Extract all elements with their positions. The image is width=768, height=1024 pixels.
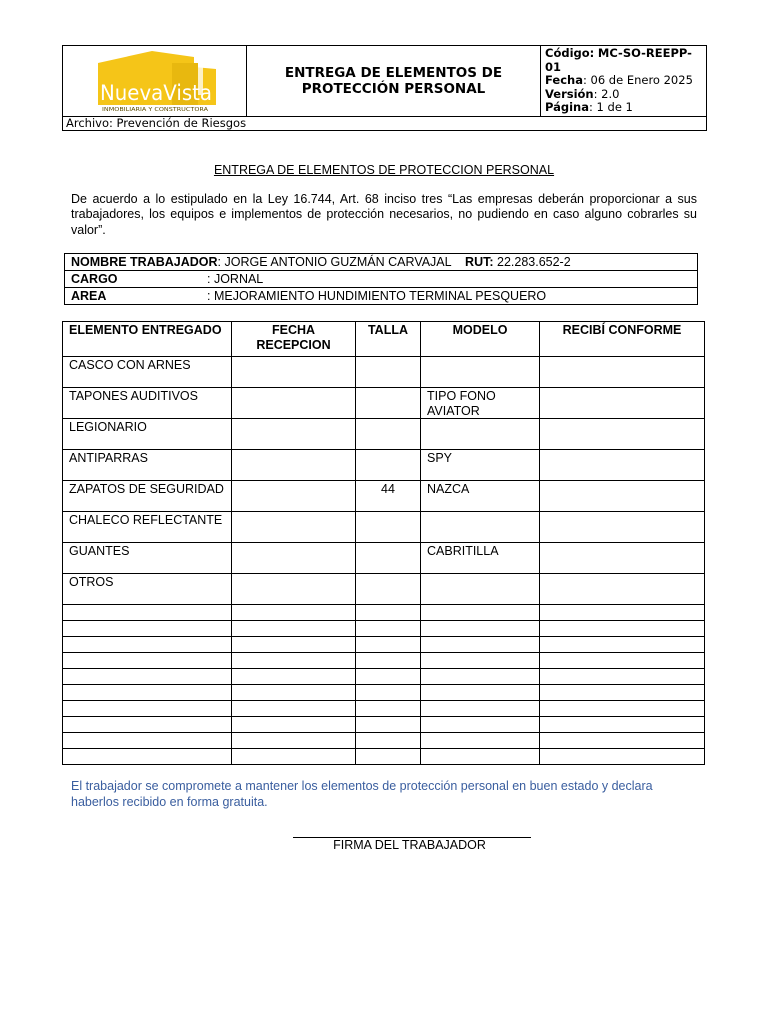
blank-cell-recibi [540, 637, 705, 653]
document-title: ENTREGA DE ELEMENTOS DE PROTECCION PERSONAL [213, 163, 555, 177]
item-cell-fecha [232, 543, 356, 574]
area-label: AREA [71, 289, 107, 303]
blank-cell-fecha [232, 733, 356, 749]
item-cell-elemento: GUANTES [63, 543, 232, 574]
version-value: : 2.0 [593, 86, 620, 101]
blank-cell-recibi [540, 621, 705, 637]
blank-cell-fecha [232, 717, 356, 733]
blank-cell-elemento [63, 621, 232, 637]
blank-row [63, 685, 705, 701]
item-cell-talla: 44 [356, 481, 421, 512]
codigo-value: MC-SO-REEPP-01 [545, 46, 692, 74]
item-cell-modelo [421, 512, 540, 543]
commitment-note: El trabajador se compromete a mantener los elementos de protección personal en buen estado y declara haberlos recibido en forma gratuita. [71, 779, 653, 809]
item-cell-recibi [540, 450, 705, 481]
item-cell-modelo: SPY [421, 450, 540, 481]
item-cell-elemento: OTROS [63, 574, 232, 605]
codigo-label: Código: [545, 46, 595, 60]
item-row [63, 481, 705, 512]
item-cell-fecha [232, 512, 356, 543]
blank-cell-modelo [421, 621, 540, 637]
blank-cell-modelo [421, 733, 540, 749]
cargo-label: CARGO [71, 272, 118, 286]
item-row [63, 388, 705, 419]
item-cell-talla [356, 574, 421, 605]
item-cell-modelo [421, 357, 540, 388]
blank-cell-modelo [421, 669, 540, 685]
blank-cell-modelo [421, 685, 540, 701]
item-cell-recibi [540, 543, 705, 574]
blank-cell-fecha [232, 653, 356, 669]
blank-cell-elemento [63, 605, 232, 621]
pagina-value: : 1 de 1 [589, 100, 633, 114]
item-cell-modelo: NAZCA [421, 481, 540, 512]
items-header-row [63, 322, 705, 357]
blank-row [63, 717, 705, 733]
item-cell-talla [356, 388, 421, 419]
document-header [62, 45, 707, 131]
item-cell-fecha [232, 574, 356, 605]
blank-cell-talla [356, 621, 421, 637]
signature-label: FIRMA DEL TRABAJADOR [333, 838, 486, 852]
blank-cell-fecha [232, 605, 356, 621]
form-title: ENTREGA DE ELEMENTOS DE PROTECCIÓN PERSONAL [247, 46, 541, 117]
item-cell-talla [356, 543, 421, 574]
blank-cell-talla [356, 733, 421, 749]
blank-row [63, 637, 705, 653]
blank-row [63, 733, 705, 749]
item-row [63, 574, 705, 605]
blank-cell-recibi [540, 669, 705, 685]
blank-cell-talla [356, 685, 421, 701]
item-cell-elemento: ZAPATOS DE SEGURIDAD [63, 481, 232, 512]
worker-name-row [65, 254, 698, 271]
item-cell-talla [356, 512, 421, 543]
blank-row [63, 669, 705, 685]
rut-label: RUT: [465, 255, 494, 269]
ppe-items-table [62, 321, 705, 765]
blank-cell-fecha [232, 669, 356, 685]
header-recibi: RECIBÍ CONFORME [540, 322, 705, 357]
item-cell-elemento: ANTIPARRAS [63, 450, 232, 481]
worker-name-label: NOMBRE TRABAJADOR [71, 255, 218, 269]
fecha-value: : 06 de Enero 2025 [582, 73, 693, 87]
item-cell-recibi [540, 512, 705, 543]
blank-cell-recibi [540, 701, 705, 717]
blank-cell-modelo [421, 701, 540, 717]
item-cell-elemento: LEGIONARIO [63, 419, 232, 450]
header-fecha: FECHA RECEPCION [232, 322, 356, 357]
blank-cell-elemento [63, 749, 232, 765]
blank-cell-modelo [421, 653, 540, 669]
item-cell-recibi [540, 481, 705, 512]
cargo-value: : JORNAL [207, 272, 264, 286]
blank-cell-talla [356, 637, 421, 653]
blank-row [63, 701, 705, 717]
item-cell-elemento: CASCO CON ARNES [63, 357, 232, 388]
blank-row [63, 605, 705, 621]
worker-cargo-row [65, 271, 698, 288]
header-modelo: MODELO [421, 322, 540, 357]
blank-row [63, 653, 705, 669]
blank-cell-talla [356, 653, 421, 669]
blank-cell-elemento [63, 733, 232, 749]
logo-subtext: INMOBILIARIA Y CONSTRUCTORA [101, 106, 209, 113]
blank-cell-modelo [421, 749, 540, 765]
blank-cell-modelo [421, 605, 540, 621]
items-body [63, 357, 705, 765]
header-elemento: ELEMENTO ENTREGADO [63, 322, 232, 357]
item-row [63, 450, 705, 481]
item-cell-modelo: TIPO FONO AVIATOR [421, 388, 540, 419]
header-talla: TALLA [356, 322, 421, 357]
item-cell-elemento: TAPONES AUDITIVOS [63, 388, 232, 419]
item-cell-fecha [232, 357, 356, 388]
blank-cell-modelo [421, 717, 540, 733]
blank-cell-elemento [63, 637, 232, 653]
item-cell-fecha [232, 450, 356, 481]
item-cell-recibi [540, 574, 705, 605]
item-cell-talla [356, 357, 421, 388]
worker-name-value: : JORGE ANTONIO GUZMÁN CARVAJAL [217, 255, 452, 269]
worker-info-table [64, 253, 698, 305]
item-cell-fecha [232, 481, 356, 512]
item-row [63, 419, 705, 450]
item-cell-talla [356, 450, 421, 481]
blank-cell-talla [356, 701, 421, 717]
blank-cell-talla [356, 605, 421, 621]
item-cell-recibi [540, 357, 705, 388]
item-cell-fecha [232, 419, 356, 450]
blank-cell-recibi [540, 717, 705, 733]
blank-cell-elemento [63, 717, 232, 733]
blank-cell-elemento [63, 653, 232, 669]
item-cell-fecha [232, 388, 356, 419]
item-row [63, 357, 705, 388]
area-value: : MEJORAMIENTO HUNDIMIENTO TERMINAL PESQUERO [207, 289, 547, 303]
blank-cell-recibi [540, 749, 705, 765]
blank-cell-elemento [63, 701, 232, 717]
item-cell-recibi [540, 419, 705, 450]
blank-cell-fecha [232, 749, 356, 765]
blank-cell-fecha [232, 637, 356, 653]
item-cell-recibi [540, 388, 705, 419]
document-meta [541, 46, 707, 117]
item-cell-elemento: CHALECO REFLECTANTE [63, 512, 232, 543]
blank-cell-recibi [540, 605, 705, 621]
blank-cell-modelo [421, 637, 540, 653]
blank-cell-fecha [232, 701, 356, 717]
worker-area-row [65, 288, 698, 305]
item-row [63, 543, 705, 574]
blank-cell-recibi [540, 733, 705, 749]
blank-cell-elemento [63, 669, 232, 685]
blank-cell-fecha [232, 621, 356, 637]
item-cell-modelo [421, 419, 540, 450]
blank-cell-talla [356, 749, 421, 765]
logo-text: NuevaVista [99, 80, 212, 105]
blank-row [63, 621, 705, 637]
archive-label: Archivo: Prevención de Riesgos [63, 116, 707, 130]
rut-value: 22.283.652-2 [497, 255, 571, 269]
blank-cell-talla [356, 669, 421, 685]
blank-row [63, 749, 705, 765]
item-cell-talla [356, 419, 421, 450]
version-label: Versión [545, 86, 594, 101]
intro-paragraph: De acuerdo a lo estipulado en la Ley 16.744, Art. 68 inciso tres “Las empresas deberán proporcionar a sus trabajadores, los equipos e implementos de protección necesarios, no pudiendo en caso alguno cobrarles su valor”. [71, 192, 697, 237]
logo-cell [63, 46, 247, 117]
item-cell-modelo: CABRITILLA [421, 543, 540, 574]
blank-cell-talla [356, 717, 421, 733]
item-cell-modelo [421, 574, 540, 605]
pagina-label: Página [545, 100, 590, 114]
fecha-label: Fecha [545, 73, 583, 87]
blank-cell-elemento [63, 685, 232, 701]
company-logo [94, 49, 216, 113]
blank-cell-recibi [540, 685, 705, 701]
item-row [63, 512, 705, 543]
blank-cell-fecha [232, 685, 356, 701]
blank-cell-recibi [540, 653, 705, 669]
